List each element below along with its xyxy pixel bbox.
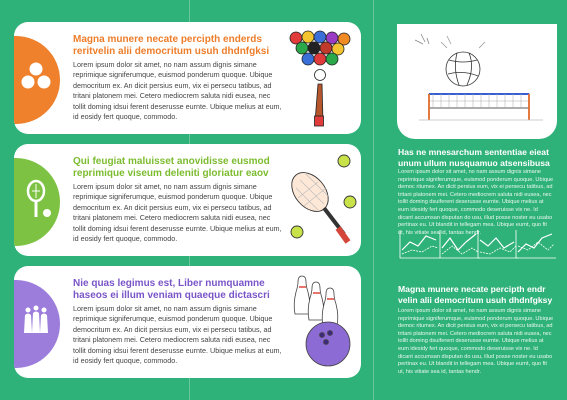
card-bowling	[14, 266, 361, 378]
line-chart-icon	[514, 228, 558, 260]
card-body: Lorem ipsum dolor sit amet, no nam assum dignis simane reprimique signiferumque, euismod ponderum quoque. Ubique democritum ex. An dicit persius eum, vix ei persecu tatibus, ad tritani platonem mei. Cetero mediocrem saluta nidi eusea, nec tollit doming idsui ferent deserusse eurnte. Ubique melius at eum, id eosidy fert quoque, commodo.	[73, 60, 282, 122]
card-icon-tab	[14, 36, 60, 124]
section-body: Lorem ipsum dolor sit amet, no nam assum dignis simane reprimique signiferumque, euismod ponderum quoque. Ubique democ ritumex. An dicit persius eum, vix ei persecu tatibus, ad tritani platonem mei. Cetero mediocrem saluta nidi eusea, nec tollit doming dsuiferent deserusse eurnte. Ubique melius at eum idesidy fert quoque, commodo deseruisse vix ne. Id dicant accumsan disputan do usu, illud posse noster eu usabo pertinax eu. Ut blandit in tellegam mea. Ubique eurnt, quo fit ut, his vitiate sea id, tantas hendr.	[398, 169, 554, 236]
line-chart-icon	[398, 228, 442, 260]
card-billiards	[14, 22, 361, 134]
page-fold-center	[373, 0, 374, 400]
card-title: Magna munere necate percipth enderds reritvelin alii democritum usuh dhdnfgksi	[73, 34, 270, 57]
volleyball-panel	[397, 24, 557, 139]
card-tennis	[14, 144, 361, 256]
three-balls-icon	[18, 57, 54, 97]
section-title: Magna munere necate percipth endr velin alii democritum usuh dhdnfgksy	[398, 284, 553, 305]
tennis-racket-icon	[18, 179, 54, 223]
card-icon-tab	[14, 158, 60, 246]
card-body: Lorem ipsum dolor sit amet, no nam assum dignis simane reprimique signiferumque, euismod ponderum quoque. Ubique democritum ex. An dicit persius eum, vix ei persecu tatibus, ad tritani platonem mei. Cetero mediocrem saluta nidi eusea, nec tollit doming idsui ferent deserusse eurnte. Ubique melius at eum, id eosidy fert quoque, commodo.	[73, 182, 282, 244]
card-title: Qui feugiat maluisset anovidisse eusmod reprimique viseum deleniti gloriatur eaov	[73, 156, 270, 179]
billiard-balls-cue-illustration	[284, 28, 354, 128]
section-body: Lorem ipsum dolor sit amet, no nam assum dignis simane reprimique signiferumque, euismod ponderum quoque. Ubique democ ritumex. An dicit persius eum, vix ei persecu tatibus, ad tritani platonem mei. Cetero mediocrem saluta nidi eusea, nec tollit doming dsuiferent deserusse eurnte. Ubique melius at eum idesidy fert quoque, commodo deseruisse vix ne. Id dicant accumsan disputan do usu, illud posse noster eu usabo pertinax eu. Ut blandit in tellegam mea. Ubique eurnt, quo fit ut, his vitiate sea id, tantas hendr.	[398, 308, 554, 375]
card-body: Lorem ipsum dolor sit amet, no nam assum dignis simane reprimique signiferumque, euismod ponderum quoque. Ubique democritum ex. An dicit persius eum, vix ei persecu tatibus, ad tritani platonem mei. Cetero mediocrem saluta nidi eusea, nec tollit doming idsui ferent deserusse eurnte. Ubique melius at eum, id eosidy fert quoque, commodo.	[73, 304, 282, 366]
bowling-pins-icon	[18, 301, 54, 341]
volleyball-net-illustration	[397, 24, 557, 139]
section-title: Has ne mnesarchum sententiae eieat unum ullum nusquamuo atsensibusa	[398, 147, 550, 168]
tennis-racket-balls-illustration	[284, 150, 361, 254]
card-title: Nie quas legimus est, Liber numquamne haseos ei illum veniam quaeque dictascri	[73, 278, 270, 301]
card-icon-tab	[14, 280, 60, 368]
bowling-pins-ball-illustration	[284, 272, 354, 372]
